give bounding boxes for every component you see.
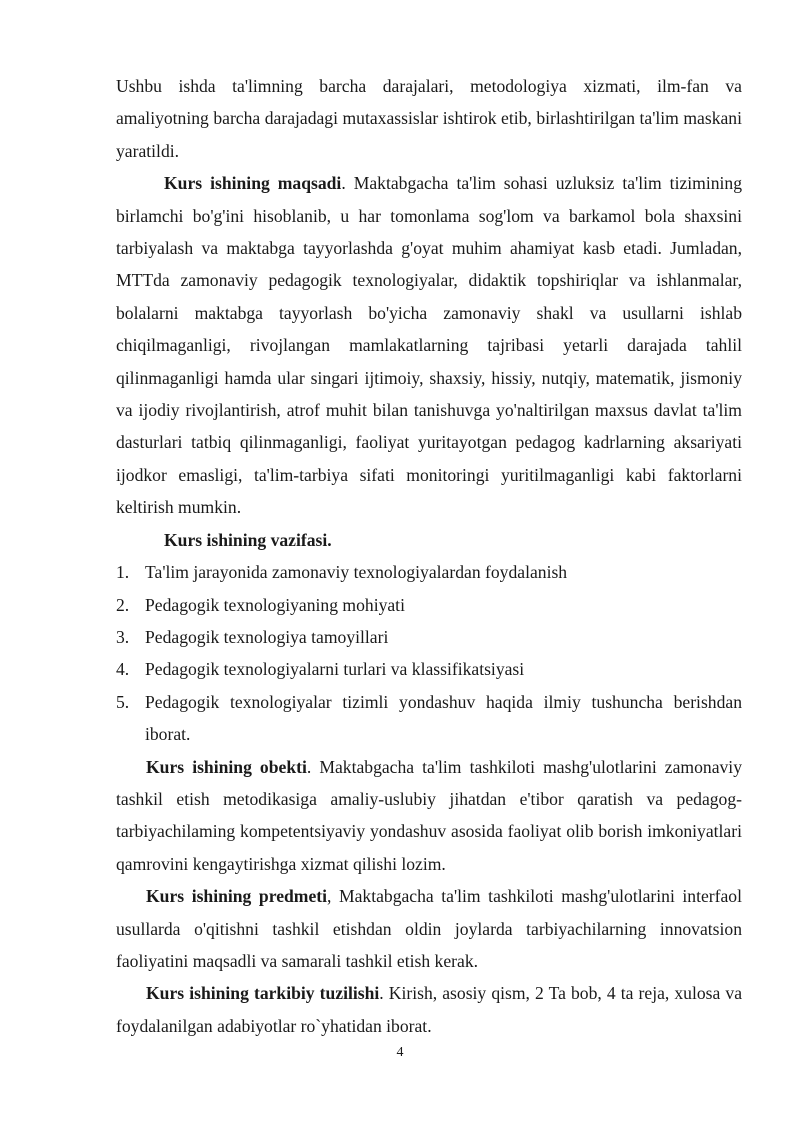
object-paragraph (116, 751, 742, 881)
list-item (116, 621, 742, 653)
object-text: . Maktabgacha ta'lim tashkiloti mashg'ulotlarini zamonaviy tashkil etish metodikasiga amaliy-uslubiy jihatdan e'tibor qaratish va pedagog-tarbiyachilaming kompetentsiyaviy yondashuv asosida faoliyat olib borish imkoniyatlari qamrovini kengaytirishga xizmat qilishi lozim. (116, 756, 742, 874)
list-item (116, 686, 742, 751)
list-item-text: Pedagogik texnologiyalarni turlari va klassifikatsiyasi (145, 659, 525, 680)
document-page (116, 70, 742, 1042)
goal-paragraph (116, 167, 742, 523)
list-item-text: Pedagogik texnologiyaning mohiyati (145, 594, 405, 615)
intro-paragraph: Ushbu ishda ta'limning barcha darajalari, metodologiya xizmati, ilm-fan va amaliyotning barcha darajadagi mutaxassislar ishtirok etib, birlashtirilgan ta'lim maskani yaratildi. (116, 76, 742, 161)
structure-paragraph (116, 977, 742, 1042)
goal-heading: Kurs ishining maqsadi (164, 173, 342, 194)
list-item (116, 589, 742, 621)
structure-text: . Kirish, asosiy qism, 2 Ta bob, 4 ta reja, xulosa va foydalanilgan adabiyotlar ro`yhatidan iborat. (116, 983, 743, 1036)
page-number: 4 (396, 1045, 404, 1060)
structure-heading: Kurs ishining tarkibiy tuzilishi (146, 983, 380, 1004)
list-item-number: 3. (116, 626, 130, 647)
object-heading: Kurs ishining obekti (146, 756, 307, 777)
list-item-number: 5. (116, 691, 130, 712)
list-item-number: 1. (116, 562, 130, 583)
subject-heading: Kurs ishining predmeti (146, 886, 327, 907)
goal-text: . Maktabgacha ta'lim sohasi uzluksiz ta'lim tizimining birlamchi bo'g'ini hisoblanib, u har tomonlama sog'lom va barkamol bola shaxsini tarbiyalash va maktabga tayyorlashda g'oyat muhim ahamiyat kasb etadi. Jumladan, MTTda zamonaviy pedagogik texnologiyalar, didaktik topshiriqlar va ishlanmalar, bolalarni maktabga tayyorlash bo'yicha zamonaviy shakl va usullarni ishlab chiqilmaganligi, rivojlangan mamlakatlarning tajribasi yetarli darajada tahlil qilinmaganligi hamda ular singari ijtimoiy, shaxsiy, hissiy, nutqiy, matematik, jismoniy va ijodiy rivojlantirish, atrof muhit bilan tanishuvga yo'naltirilgan maxsus davlat ta'lim dasturlari tatbiq qilinmaganligi, faoliyat yuritayotgan pedagog kadrlarning aksariyati ijodkor emasligi, ta'lim-tarbiya sifati monitoringi yuritilmaganligi kabi faktorlarni keltirish mumkin. (116, 173, 743, 518)
list-item-text: Pedagogik texnologiyalar tizimli yondashuv haqida ilmiy tushuncha berishdan iborat. (145, 691, 742, 745)
list-item (116, 653, 742, 685)
tasks-heading-text: Kurs ishining vazifasi. (164, 529, 332, 550)
subject-paragraph (116, 880, 742, 977)
subject-text: , Maktabgacha ta'lim tashkiloti mashg'ulotlarini interfaol usullarda o'qitishni tashkil etishdan oldin joylarda tarbiyachilarning innovatsion faoliyatini maqsadli va samarali tashkil etish kerak. (116, 886, 742, 971)
list-item-text: Pedagogik texnologiya tamoyillari (145, 626, 389, 647)
list-item (116, 556, 742, 588)
tasks-list (116, 556, 742, 750)
list-item-number: 4. (116, 659, 130, 680)
list-item-text: Ta'lim jarayonida zamonaviy texnologiyalardan foydalanish (145, 562, 568, 583)
tasks-heading (116, 524, 742, 556)
list-item-number: 2. (116, 594, 130, 615)
